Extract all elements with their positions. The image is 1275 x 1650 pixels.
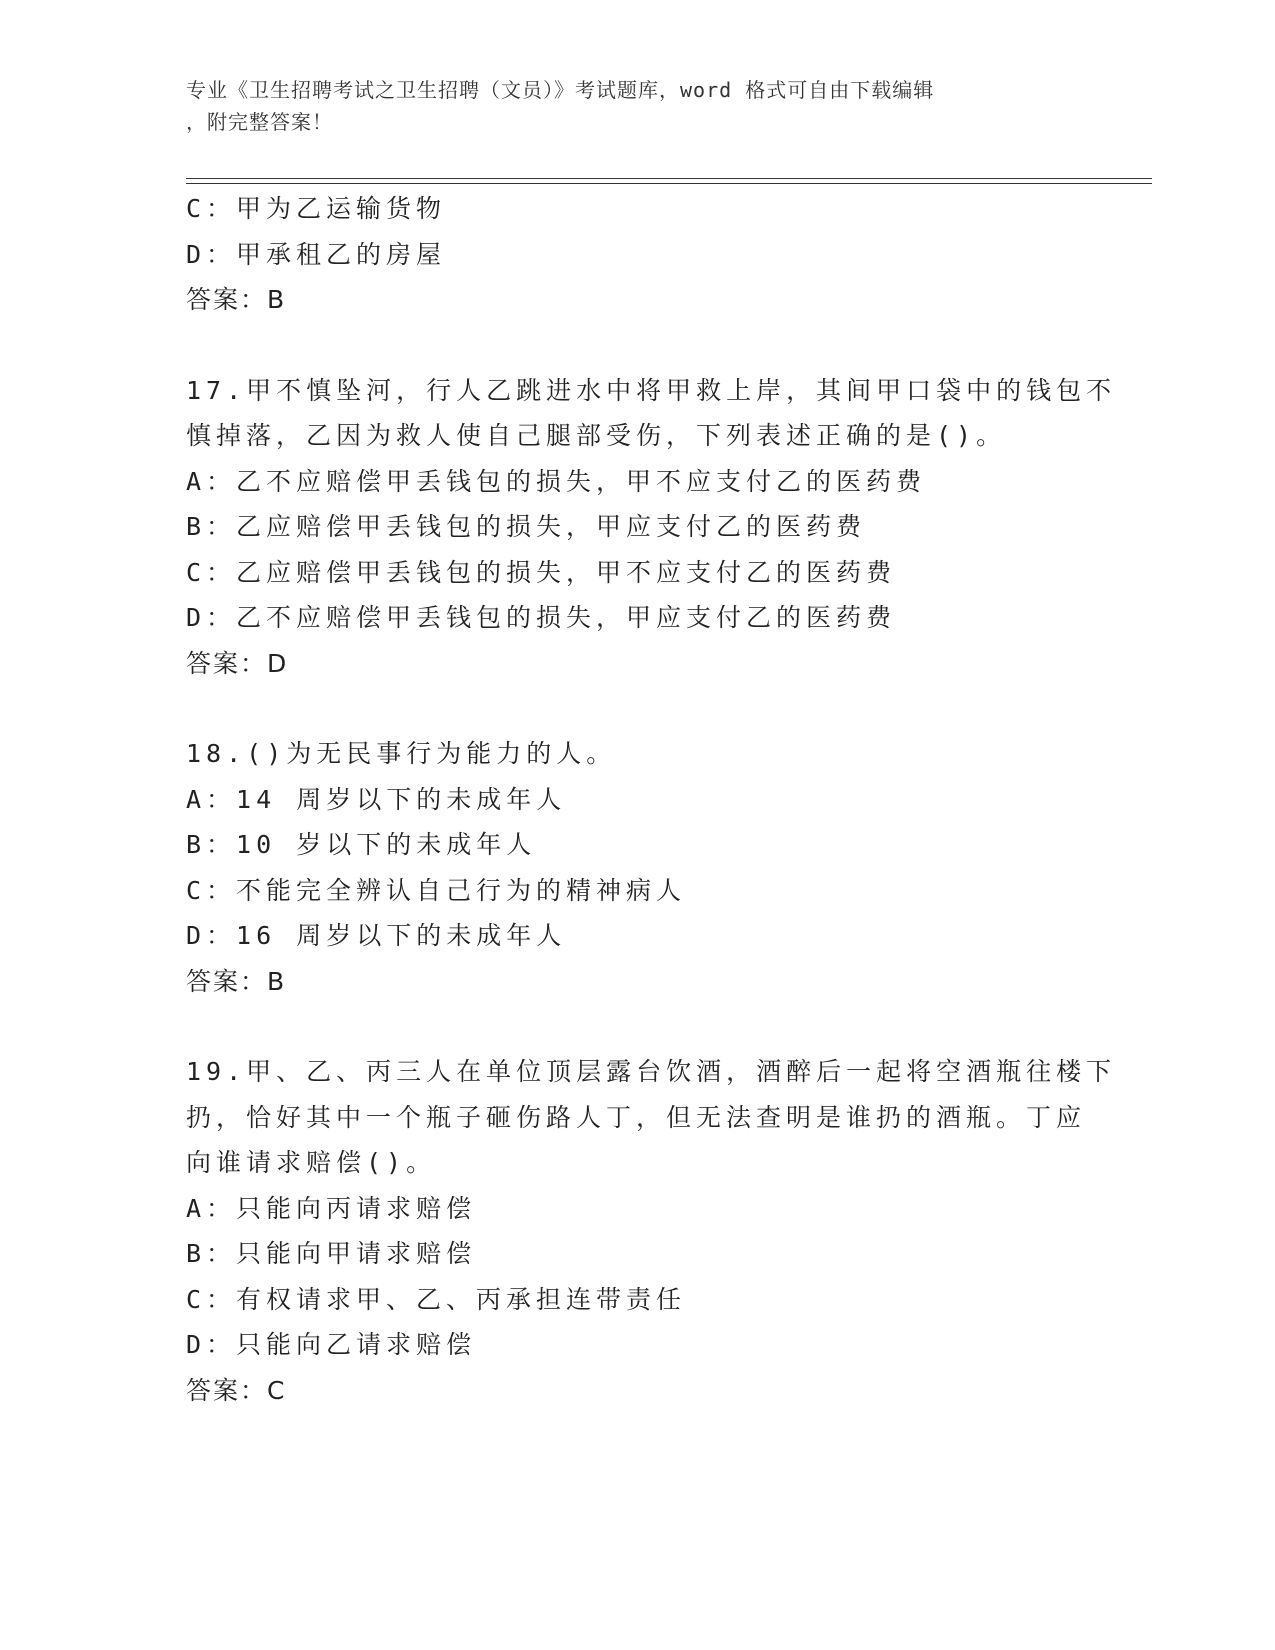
- answer-line: 答案：B: [186, 285, 287, 314]
- option-c: C：乙应赔偿甲丢钱包的损失，甲不应支付乙的医药费: [186, 557, 897, 587]
- spacer: [186, 686, 1086, 731]
- page-header: [186, 74, 1086, 138]
- question-text: 18.()为无民事行为能力的人。: [186, 739, 617, 768]
- question-16-tail: [186, 186, 1086, 323]
- option-a: A：乙不应赔偿甲丢钱包的损失，甲不应支付乙的医药费: [186, 466, 927, 496]
- answer-line: 答案：C: [186, 1375, 287, 1405]
- option-a: A：14 周岁以下的未成年人: [186, 784, 567, 814]
- question-18: [186, 731, 1086, 1004]
- option-d: D：乙不应赔偿甲丢钱包的损失，甲应支付乙的医药费: [186, 603, 897, 632]
- option-c: C：有权请求甲、乙、丙承担连带责任: [186, 1284, 687, 1314]
- option-b: B：10 岁以下的未成年人: [186, 830, 537, 859]
- header-divider-bottom: [186, 183, 1152, 184]
- option-d: D：甲承租乙的房屋: [186, 239, 447, 269]
- option-a: A：只能向丙请求赔偿: [186, 1193, 477, 1223]
- question-19: [186, 1049, 1117, 1413]
- question-text: 19.甲、乙、丙三人在单位顶层露台饮酒，酒醉后一起将空酒瓶往楼下: [186, 1057, 1117, 1086]
- option-b: B：乙应赔偿甲丢钱包的损失，甲应支付乙的医药费: [186, 512, 867, 541]
- question-list: [186, 186, 1117, 1413]
- header-divider-top: [186, 178, 1152, 179]
- question-17: [186, 368, 1117, 687]
- spacer: [186, 1004, 1086, 1049]
- answer-line: 答案：D: [186, 648, 289, 678]
- question-text: 17.甲不慎坠河，行人乙跳进水中将甲救上岸，其间甲口袋中的钱包不: [186, 375, 1117, 405]
- option-d: D：16 周岁以下的未成年人: [186, 921, 567, 950]
- option-c: C：甲为乙运输货物: [186, 194, 447, 223]
- header-line-1: 专业《卫生招聘考试之卫生招聘（文员）》考试题库，word 格式可自由下载编辑: [186, 78, 935, 102]
- question-text: 向谁请求赔偿()。: [186, 1148, 437, 1177]
- spacer: [186, 323, 1086, 368]
- option-c: C：不能完全辨认自己行为的精神病人: [186, 875, 687, 905]
- question-text: 扔，恰好其中一个瓶子砸伤路人丁，但无法查明是谁扔的酒瓶。丁应: [186, 1102, 1087, 1132]
- option-d: D：只能向乙请求赔偿: [186, 1330, 477, 1359]
- option-b: B：只能向甲请求赔偿: [186, 1239, 477, 1268]
- question-text: 慎掉落，乙因为救人使自己腿部受伤，下列表述正确的是()。: [186, 421, 1007, 450]
- header-line-2: ，附完整答案！: [186, 110, 333, 134]
- answer-line: 答案：B: [186, 966, 287, 996]
